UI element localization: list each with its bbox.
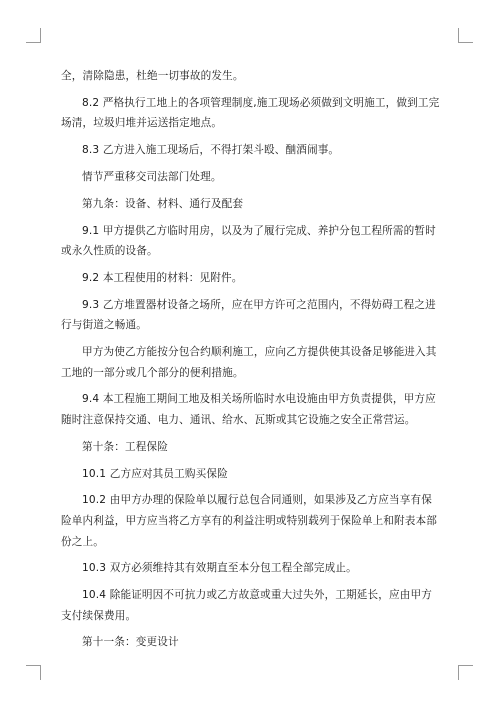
document-body — [61, 66, 441, 659]
section-heading: 第十一条：变更设计 — [82, 636, 179, 649]
paragraph: 甲方为使乙方能按分包合约顺利施工，应向乙方提供使其设备足够能进入其工地的一部分或几个部分的便利措施。 — [61, 346, 437, 379]
paragraph: 8.2 严格执行工地上的各项管理制度,施工现场必须做到文明施工，做到工完场清，垃圾归堆并运送指定地点。 — [61, 96, 440, 130]
paragraph: 情节严重移交司法部门处理。 — [82, 170, 222, 183]
paragraph: 9.1 甲方提供乙方临时用房，以及为了履行完成、养护分包工程所需的暂时或永久性质的设备。 — [61, 224, 436, 258]
crop-mark-bottom-right — [458, 665, 473, 680]
paragraph: 10.2 由甲方办理的保险单以履行总包合同通则，如果涉及乙方应当享有保险单内利益，甲方应当将乙方享有的利益注明或特别载列于保险单上和附表本部份之上。 — [61, 494, 438, 548]
paragraph: 10.3 双方必须维持其有效期直至本分包工程全部完成止。 — [82, 562, 357, 575]
crop-mark-bottom-left — [26, 665, 41, 680]
paragraph: 8.3 乙方进入施工现场后，不得打架斗殴、酗酒闹事。 — [82, 144, 340, 157]
crop-mark-top-right — [458, 28, 473, 43]
section-heading: 第九条：设备、材料、通行及配套 — [82, 197, 244, 210]
paragraph: 10.4 除能证明因不可抗力或乙方故意或重大过失外，工期延长，应由甲方支付续保费用。 — [61, 589, 433, 622]
paragraph: 9.2 本工程使用的材料：见附件。 — [82, 271, 243, 284]
paragraph: 9.3 乙方堆置器材设备之场所，应在甲方许可之范围内，不得妨碍工程之进行与街道之畅通。 — [61, 298, 436, 332]
paragraph: 全，清除隐患，杜绝一切事故的发生。 — [61, 70, 244, 82]
section-heading: 第十条：工程保险 — [82, 440, 168, 453]
paragraph: 10.1 乙方应对其员工购买保险 — [82, 467, 228, 480]
crop-mark-top-left — [26, 28, 41, 43]
paragraph: 9.4 本工程施工期间工地及相关场所临时水电设施由甲方负责提供，甲方应随时注意保持交通、电力、通讯、给水、瓦斯或其它设施之安全正常营运。 — [61, 393, 436, 426]
